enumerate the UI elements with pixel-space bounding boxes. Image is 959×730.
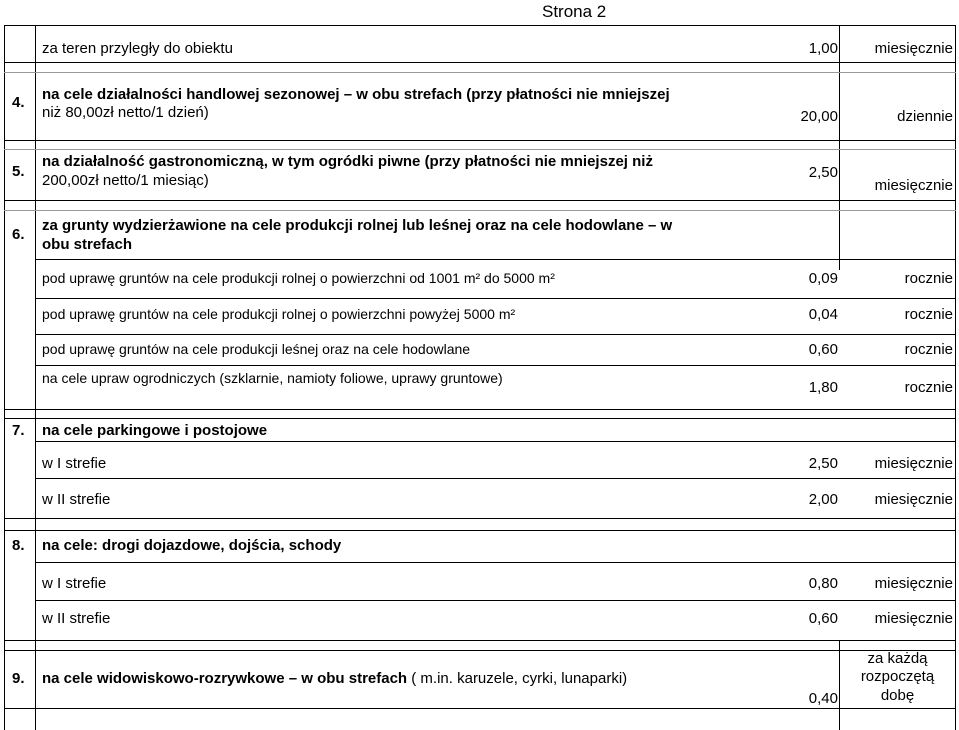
row-label-line2: 200,00zł netto/1 miesiąc) [42,172,209,189]
row-label [42,670,627,687]
row-value: 20,00 [800,108,838,125]
row-unit: rocznie [904,306,953,323]
row-value: 1,00 [808,40,838,57]
row-unit: miesięcznie [874,610,953,627]
row-label: pod uprawę gruntów na cele produkcji rolnej o powierzchni powyżej 5000 m² [42,306,516,322]
row-unit: miesięcznie [874,575,953,592]
row-value: 2,50 [808,164,838,181]
row-unit: miesięcznie [874,455,953,472]
row-value: 0,80 [808,575,838,592]
row-label: za teren przyległy do obiektu [42,40,233,57]
row-unit: rocznie [904,270,953,287]
row-number: 9. [12,670,25,687]
row-label: na cele parkingowe i postojowe [42,422,268,439]
row-label: pod uprawę gruntów na cele produkcji rolnej o powierzchni od 1001 m² do 5000 m² [42,270,555,286]
row-value: 0,40 [808,690,838,707]
row-label-line2: obu strefach [42,236,133,253]
row-label: na cele: drogi dojazdowe, dojścia, schody [42,537,342,554]
row-value: 0,04 [808,306,838,323]
row-label: w I strefie [42,455,107,472]
row-label: w II strefie [42,491,111,508]
row-value: 2,50 [808,455,838,472]
row-value: 2,00 [808,491,838,508]
row-unit-line1: za każdą [867,650,928,667]
row-label-line2: niż 80,00zł netto/1 dzień) [42,104,209,121]
row-number: 5. [12,163,25,180]
row-unit: dziennie [897,108,953,125]
row-value: 0,60 [808,610,838,627]
row-number: 6. [12,226,25,243]
row-label: w II strefie [42,610,111,627]
row-number: 7. [12,422,25,439]
row-number: 8. [12,537,25,554]
row-unit-line2: rozpoczętą [860,668,935,685]
row-label: pod uprawę gruntów na cele produkcji leśnej oraz na cele hodowlane [42,341,471,357]
row-unit: miesięcznie [874,177,953,194]
row-label: na cele upraw ogrodniczych (szklarnie, namioty foliowe, uprawy gruntowe) [42,370,503,386]
row-label-bold: na cele widowiskowo-rozrywkowe – w obu strefach [42,670,408,687]
row-unit-line3: dobę [880,687,915,704]
row-label-line1: za grunty wydzierżawione na cele produkcji rolnej lub leśnej oraz na cele hodowlane – w [42,217,673,234]
row-value: 1,80 [808,379,838,396]
row-unit: miesięcznie [874,40,953,57]
row-value: 0,09 [808,270,838,287]
row-unit: rocznie [904,379,953,396]
page-number: Strona 2 [542,2,607,21]
row-number: 4. [12,94,25,111]
row-label: w I strefie [42,575,107,592]
row-unit: miesięcznie [874,491,953,508]
row-label-normal: ( m.in. karuzele, cyrki, lunaparki) [407,670,628,687]
row-label-line1: na cele działalności handlowej sezonowej – w obu strefach (przy płatności nie mniejszej [42,86,670,103]
row-label-line1: na działalność gastronomiczną, w tym ogródki piwne (przy płatności nie mniejszej niż [42,153,653,170]
row-unit: rocznie [904,341,953,358]
row-value: 0,60 [808,341,838,358]
